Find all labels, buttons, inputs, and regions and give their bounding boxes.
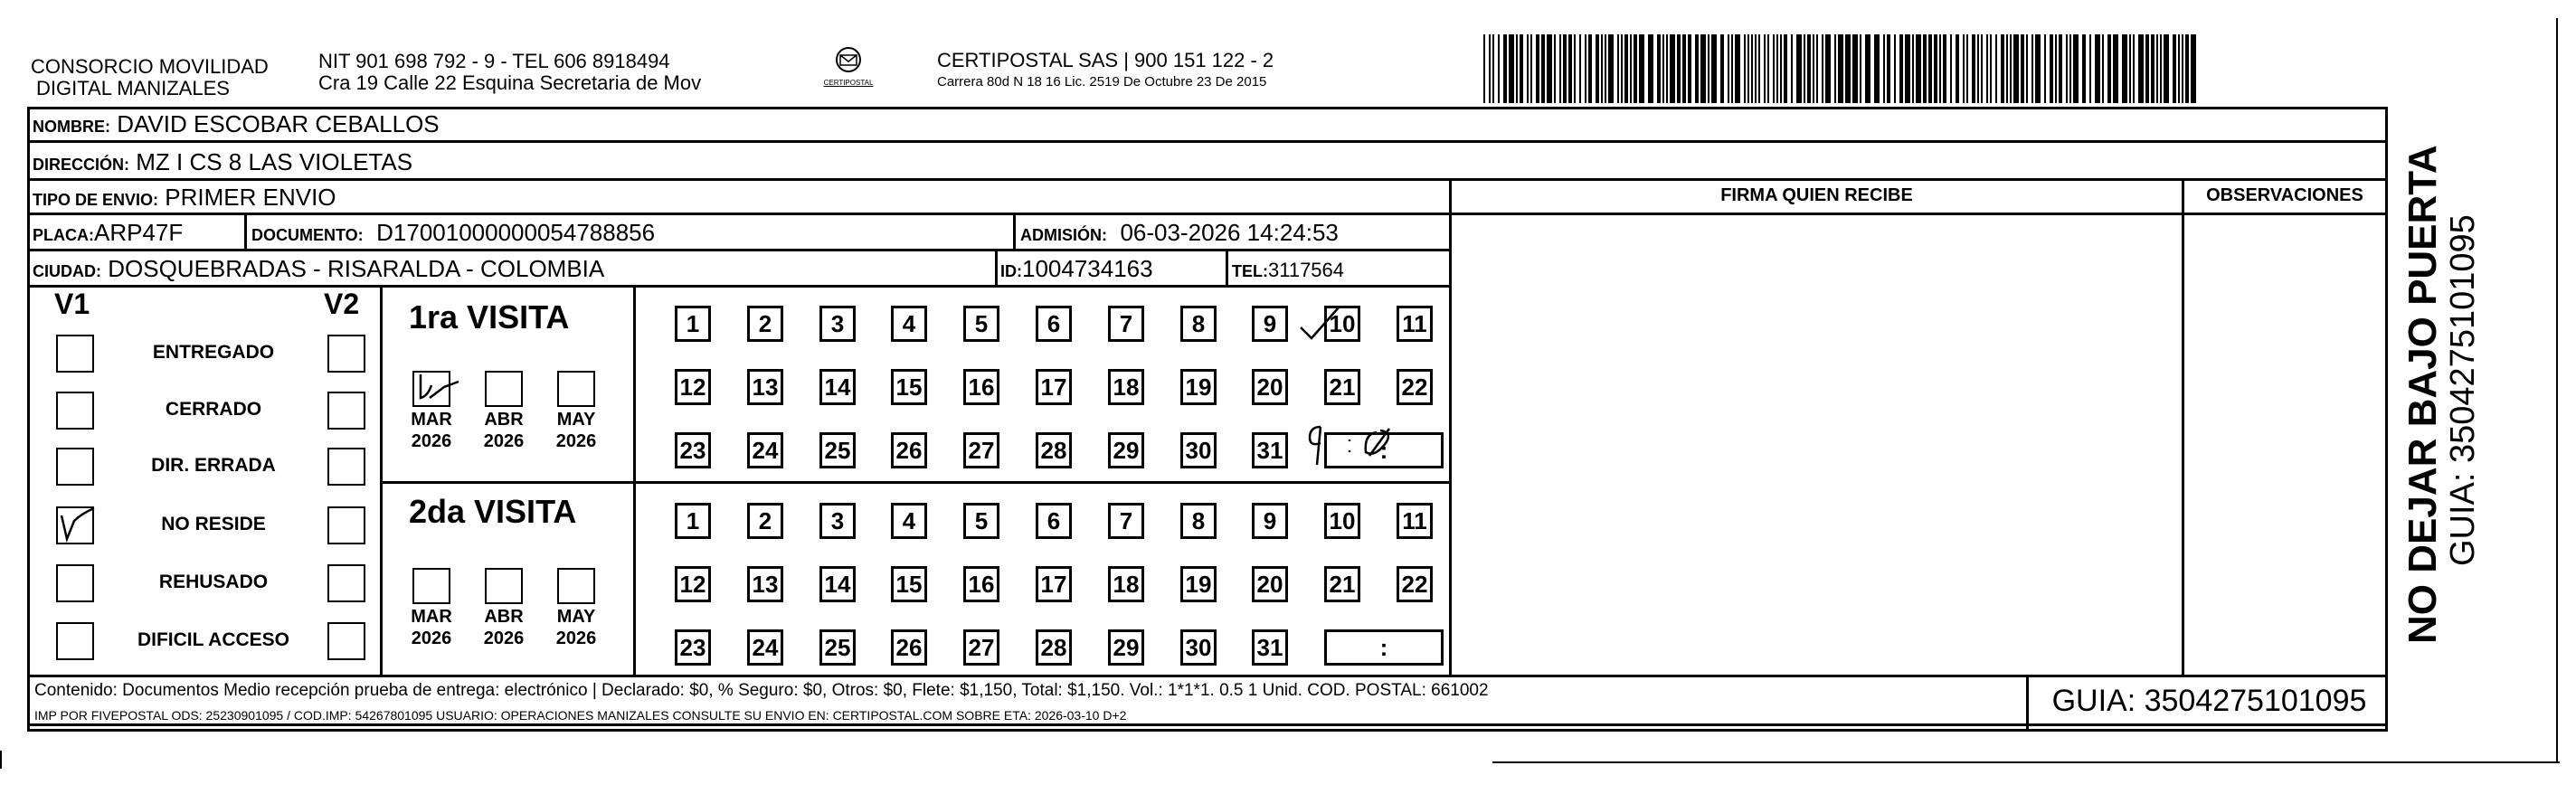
- day-box[interactable]: 19: [1180, 369, 1217, 405]
- footer-imp: IMP POR FIVEPOSTAL ODS: 25230901095 / COD.IMP: 54267801095 USUARIO: OPERACIONES MANIZALES CONSULTE SU ENVIO EN: CERTIPOSTAL.COM SOBRE ETA: 2026-03-10 D+2: [34, 708, 1127, 723]
- day-box[interactable]: 22: [1397, 369, 1433, 405]
- name-field: NOMBRE: DAVID ESCOBAR CEBALLOS: [33, 110, 440, 137]
- day-box[interactable]: 19: [1180, 566, 1217, 602]
- v1-checkbox[interactable]: [56, 392, 94, 430]
- side-guia: GUIA: 3504275101095: [2444, 214, 2482, 566]
- v2-checkbox[interactable]: [327, 564, 365, 602]
- day-box[interactable]: 11: [1397, 306, 1433, 342]
- day-box[interactable]: 26: [891, 432, 927, 468]
- day-box[interactable]: 23: [675, 432, 711, 468]
- day-box[interactable]: 22: [1397, 566, 1433, 602]
- time-box[interactable]: :: [1324, 629, 1444, 666]
- day-box[interactable]: 29: [1108, 432, 1144, 468]
- handwritten-check-no-reside: [54, 503, 99, 548]
- signature-header: FIRMA QUIEN RECIBE: [1720, 185, 1913, 205]
- day-box[interactable]: 16: [963, 369, 999, 405]
- side-warning: NO DEJAR BAJO PUERTA: [2401, 145, 2445, 644]
- visit2-title: 2da VISITA: [409, 493, 577, 530]
- day-box[interactable]: 2: [747, 306, 783, 342]
- day-box[interactable]: 15: [891, 566, 927, 602]
- v2-checkbox[interactable]: [327, 448, 365, 486]
- time-box[interactable]: :: [1324, 432, 1444, 468]
- day-box[interactable]: 8: [1180, 503, 1217, 539]
- month-label: MAR 2026: [411, 607, 452, 648]
- month-label: MAY 2026: [555, 410, 597, 451]
- day-box[interactable]: 30: [1180, 432, 1217, 468]
- day-box[interactable]: 31: [1252, 629, 1288, 666]
- day-box[interactable]: 2: [747, 503, 783, 539]
- status-label: REHUSADO: [158, 572, 269, 592]
- day-box[interactable]: 6: [1036, 306, 1072, 342]
- v2-checkbox[interactable]: [327, 622, 365, 660]
- day-box[interactable]: 27: [963, 629, 999, 666]
- day-box[interactable]: 9: [1252, 306, 1288, 342]
- day-box[interactable]: 17: [1036, 369, 1072, 405]
- shipment-type-field: TIPO DE ENVIO: PRIMER ENVIO: [33, 184, 336, 211]
- day-box[interactable]: 13: [747, 369, 783, 405]
- day-box[interactable]: 28: [1036, 629, 1072, 666]
- day-box[interactable]: 1: [675, 503, 711, 539]
- day-box[interactable]: 5: [963, 306, 999, 342]
- day-box[interactable]: 14: [819, 369, 856, 405]
- certipostal-logo: CERTIPOSTAL: [821, 45, 876, 87]
- tel-field: TEL:3117564: [1232, 259, 1345, 281]
- v1-checkbox[interactable]: [56, 448, 94, 486]
- visit1-title: 1ra VISITA: [409, 298, 570, 336]
- day-box[interactable]: 12: [675, 369, 711, 405]
- month-checkbox[interactable]: [485, 371, 523, 407]
- day-box[interactable]: 18: [1108, 369, 1144, 405]
- day-box[interactable]: 15: [891, 369, 927, 405]
- day-box[interactable]: 6: [1036, 503, 1072, 539]
- day-box[interactable]: 4: [891, 306, 927, 342]
- day-box[interactable]: 20: [1252, 369, 1288, 405]
- city-field: CIUDAD: DOSQUEBRADAS - RISARALDA - COLOMBIA: [33, 255, 605, 282]
- month-label: ABR 2026: [483, 410, 525, 451]
- day-box[interactable]: 7: [1108, 503, 1144, 539]
- day-box[interactable]: 12: [675, 566, 711, 602]
- day-box[interactable]: 9: [1252, 503, 1288, 539]
- month-label: MAR 2026: [411, 410, 452, 451]
- v1-label: V1: [54, 288, 90, 320]
- barcode: [1483, 34, 2205, 103]
- observations-header: OBSERVACIONES: [2206, 185, 2363, 205]
- address-field: DIRECCIÓN: MZ I CS 8 LAS VIOLETAS: [33, 148, 413, 175]
- day-box[interactable]: 21: [1324, 369, 1360, 405]
- day-box[interactable]: 27: [963, 432, 999, 468]
- month-checkbox[interactable]: [412, 568, 450, 604]
- day-box[interactable]: 30: [1180, 629, 1217, 666]
- day-box[interactable]: 25: [819, 432, 856, 468]
- month-checkbox[interactable]: [557, 371, 595, 407]
- day-box[interactable]: 17: [1036, 566, 1072, 602]
- v2-checkbox[interactable]: [327, 335, 365, 373]
- v2-checkbox[interactable]: [327, 506, 365, 544]
- day-box[interactable]: 23: [675, 629, 711, 666]
- day-box[interactable]: 20: [1252, 566, 1288, 602]
- footer-guia: GUIA: 3504275101095: [2051, 684, 2367, 718]
- day-box[interactable]: 3: [819, 306, 856, 342]
- day-box[interactable]: 3: [819, 503, 856, 539]
- month-label: ABR 2026: [483, 607, 525, 648]
- status-label: DIFICIL ACCESO: [137, 629, 289, 650]
- plate-field: PLACA:ARP47F: [33, 219, 184, 246]
- footer-content: Contenido: Documentos Medio recepción prueba de entrega: electrónico | Declarado: $0, % Seguro: $0, Otros: $0, Flete: $1,150, Total: $1,150. Vol.: 1*1*1. 0.5 1 Unid. COD. POSTAL: 661002: [34, 681, 1489, 700]
- v1-checkbox[interactable]: [56, 335, 94, 373]
- status-label: ENTREGADO: [152, 342, 275, 363]
- document-field: DOCUMENTO: D17001000000054788856: [251, 219, 656, 246]
- status-label: NO RESIDE: [161, 514, 266, 534]
- id-field: ID:1004734163: [1000, 255, 1153, 282]
- day-box[interactable]: 21: [1324, 566, 1360, 602]
- handwritten-check-march: [412, 362, 466, 407]
- day-box[interactable]: 28: [1036, 432, 1072, 468]
- day-box[interactable]: 4: [891, 503, 927, 539]
- day-box[interactable]: 26: [891, 629, 927, 666]
- admission-field: ADMISIÓN: 06-03-2026 14:24:53: [1020, 219, 1339, 246]
- day-box[interactable]: 24: [747, 432, 783, 468]
- day-box[interactable]: 7: [1108, 306, 1144, 342]
- envelope-icon: [830, 45, 867, 74]
- month-checkbox[interactable]: [557, 568, 595, 604]
- status-label: CERRADO: [165, 399, 262, 420]
- day-box[interactable]: 24: [747, 629, 783, 666]
- day-box[interactable]: 25: [819, 629, 856, 666]
- day-box[interactable]: 10: [1324, 503, 1360, 539]
- day-box[interactable]: 1: [675, 306, 711, 342]
- handwritten-time: [1293, 416, 1420, 470]
- v2-checkbox[interactable]: [327, 392, 365, 430]
- day-box[interactable]: 31: [1252, 432, 1288, 468]
- handwritten-check-day-10: [1293, 300, 1357, 345]
- day-box[interactable]: 16: [963, 566, 999, 602]
- day-box[interactable]: 8: [1180, 306, 1217, 342]
- day-box[interactable]: 13: [747, 566, 783, 602]
- month-checkbox[interactable]: [485, 568, 523, 604]
- day-box[interactable]: 10: [1324, 306, 1360, 342]
- v1-checkbox[interactable]: [56, 564, 94, 602]
- v2-label: V2: [324, 288, 360, 320]
- day-box[interactable]: 29: [1108, 629, 1144, 666]
- day-box[interactable]: 14: [819, 566, 856, 602]
- consortium-contact: NIT 901 698 792 - 9 - TEL 606 8918494 Cra 19 Calle 22 Esquina Secretaria de Mov: [318, 50, 702, 94]
- certipostal-info: CERTIPOSTAL SAS | 900 151 122 - 2 Carrera 80d N 18 16 Lic. 2519 De Octubre 23 De 2015: [937, 49, 1274, 90]
- status-label: DIR. ERRADA: [151, 455, 276, 476]
- consortium-name: CONSORCIO MOVILIDAD DIGITAL MANIZALES: [31, 55, 269, 99]
- day-box[interactable]: 5: [963, 503, 999, 539]
- month-label: MAY 2026: [555, 607, 597, 648]
- v1-checkbox[interactable]: [56, 622, 94, 660]
- day-box[interactable]: 11: [1397, 503, 1433, 539]
- day-box[interactable]: 18: [1108, 566, 1144, 602]
